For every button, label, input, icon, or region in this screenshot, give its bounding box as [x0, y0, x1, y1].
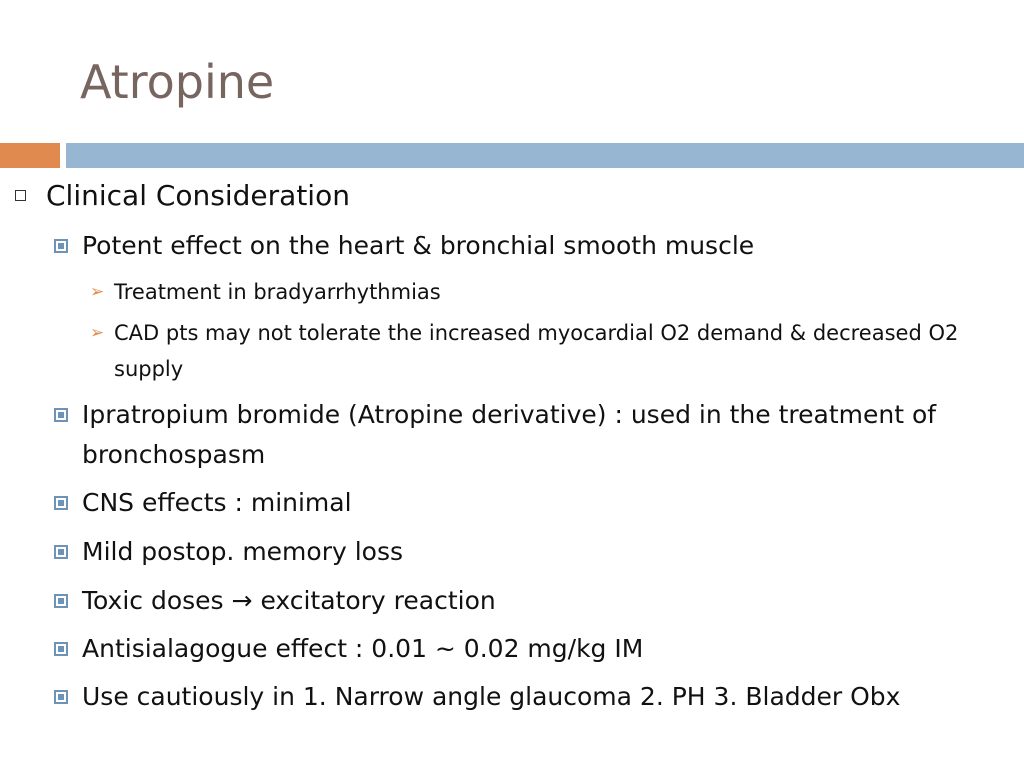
bullet-use-cautiously [82, 677, 1002, 717]
bullet-text: Antisialagogue effect : 0.01 ~ 0.02 mg/kg IM [82, 634, 644, 663]
square-bullet-icon [54, 642, 68, 656]
bullet-ipratropium [82, 395, 1002, 475]
accent-bar-orange [0, 143, 60, 168]
square-outline-icon [15, 190, 26, 201]
square-bullet-icon [54, 239, 68, 253]
bullet-text: Use cautiously in 1. Narrow angle glaucoma 2. PH 3. Bladder Obx [82, 682, 901, 711]
slide-title: Atropine [80, 55, 275, 109]
bullet-text: Treatment in bradyarrhythmias [114, 280, 441, 304]
bullet-clinical-consideration [46, 176, 350, 216]
square-bullet-icon [54, 690, 68, 704]
bullet-toxic [82, 581, 1002, 621]
bullet-text-before: Toxic doses [82, 586, 224, 615]
bullet-text: Potent effect on the heart & bronchial smooth muscle [82, 231, 755, 260]
bullet-text: CAD pts may not tolerate the increased myocardial O2 demand & decreased O2 supply [114, 321, 959, 381]
square-bullet-icon [54, 408, 68, 422]
right-arrow-icon: → [231, 586, 253, 615]
bullet-cns [82, 483, 1002, 523]
bullet-text-after: excitatory reaction [260, 586, 496, 615]
square-bullet-icon [54, 496, 68, 510]
arrowhead-bullet-icon: ➢ [90, 282, 105, 302]
square-bullet-icon [54, 545, 68, 559]
bullet-text: CNS effects : minimal [82, 488, 352, 517]
bullet-cad [90, 315, 994, 387]
bullet-text: Clinical Consideration [46, 179, 350, 212]
bullet-treatment [90, 274, 994, 310]
bullet-memory [82, 532, 1002, 572]
bullet-text: Ipratropium bromide (Atropine derivative) : used in the treatment of bronchospasm [82, 400, 937, 469]
arrowhead-bullet-icon: ➢ [90, 323, 105, 343]
bullet-antisialagogue [82, 629, 1002, 669]
bullet-text: Mild postop. memory loss [82, 537, 404, 566]
bullet-potent-effect [82, 226, 1002, 266]
accent-bar-blue [66, 143, 1024, 168]
square-bullet-icon [54, 594, 68, 608]
